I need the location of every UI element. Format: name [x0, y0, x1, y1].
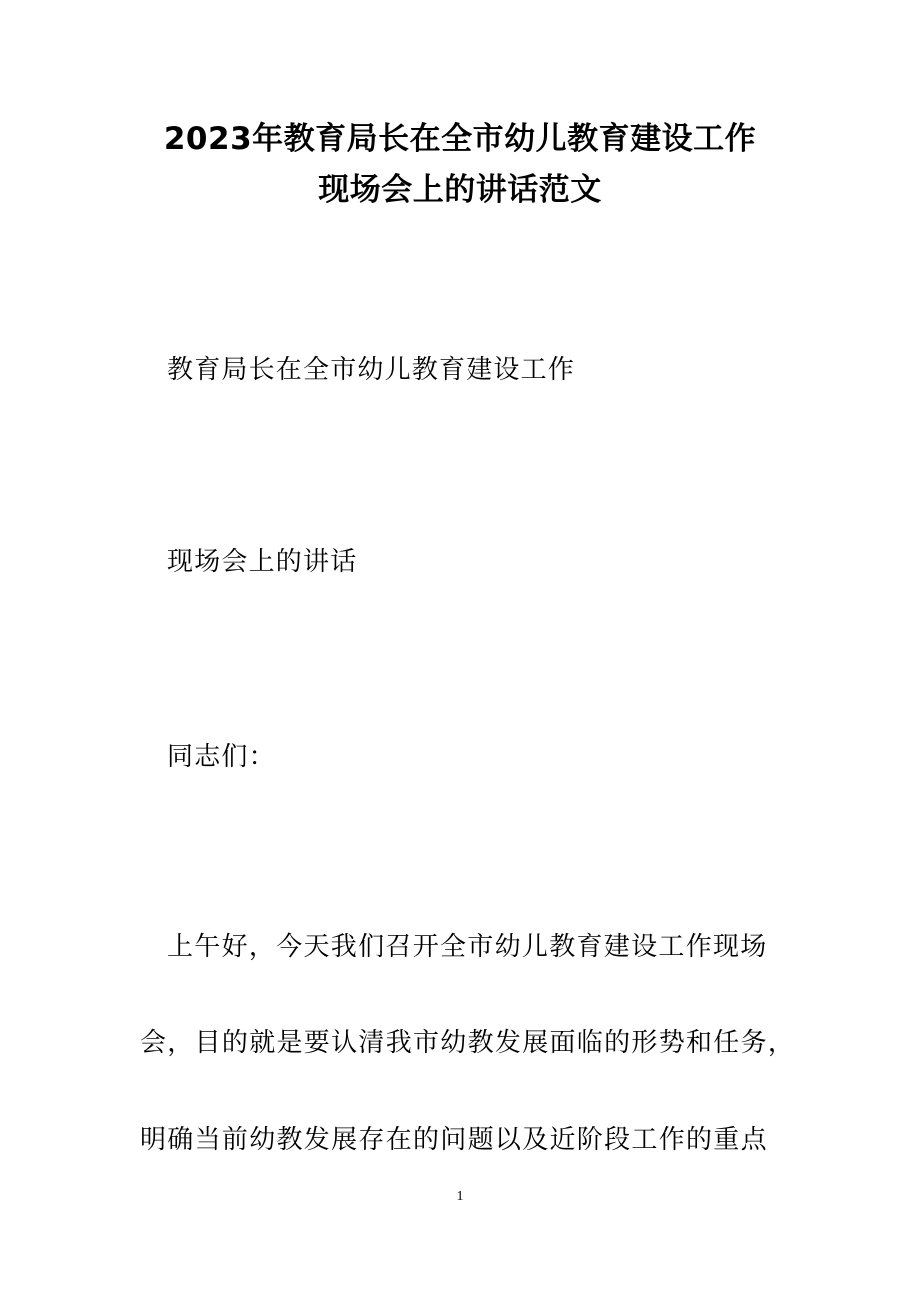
document-title-line-1: 2023年教育局长在全市幼儿教育建设工作 [163, 121, 757, 157]
body-text-line-2: 会，目的就是要认清我市幼教发展面临的形势和任务， [140, 1028, 796, 1058]
page-number: 1 [456, 1189, 464, 1204]
greeting: 同志们： [167, 742, 276, 772]
subtitle-line-2: 现场会上的讲话 [167, 547, 358, 577]
document-title-line-2: 现场会上的讲话范文 [318, 172, 602, 208]
body-text-line-3: 明确当前幼教发展存在的问题以及近阶段工作的重点 [140, 1125, 768, 1155]
subtitle-line-1: 教育局长在全市幼儿教育建设工作 [167, 355, 576, 385]
body-text-line-1: 上午好，今天我们召开全市幼儿教育建设工作现场 [167, 932, 768, 962]
